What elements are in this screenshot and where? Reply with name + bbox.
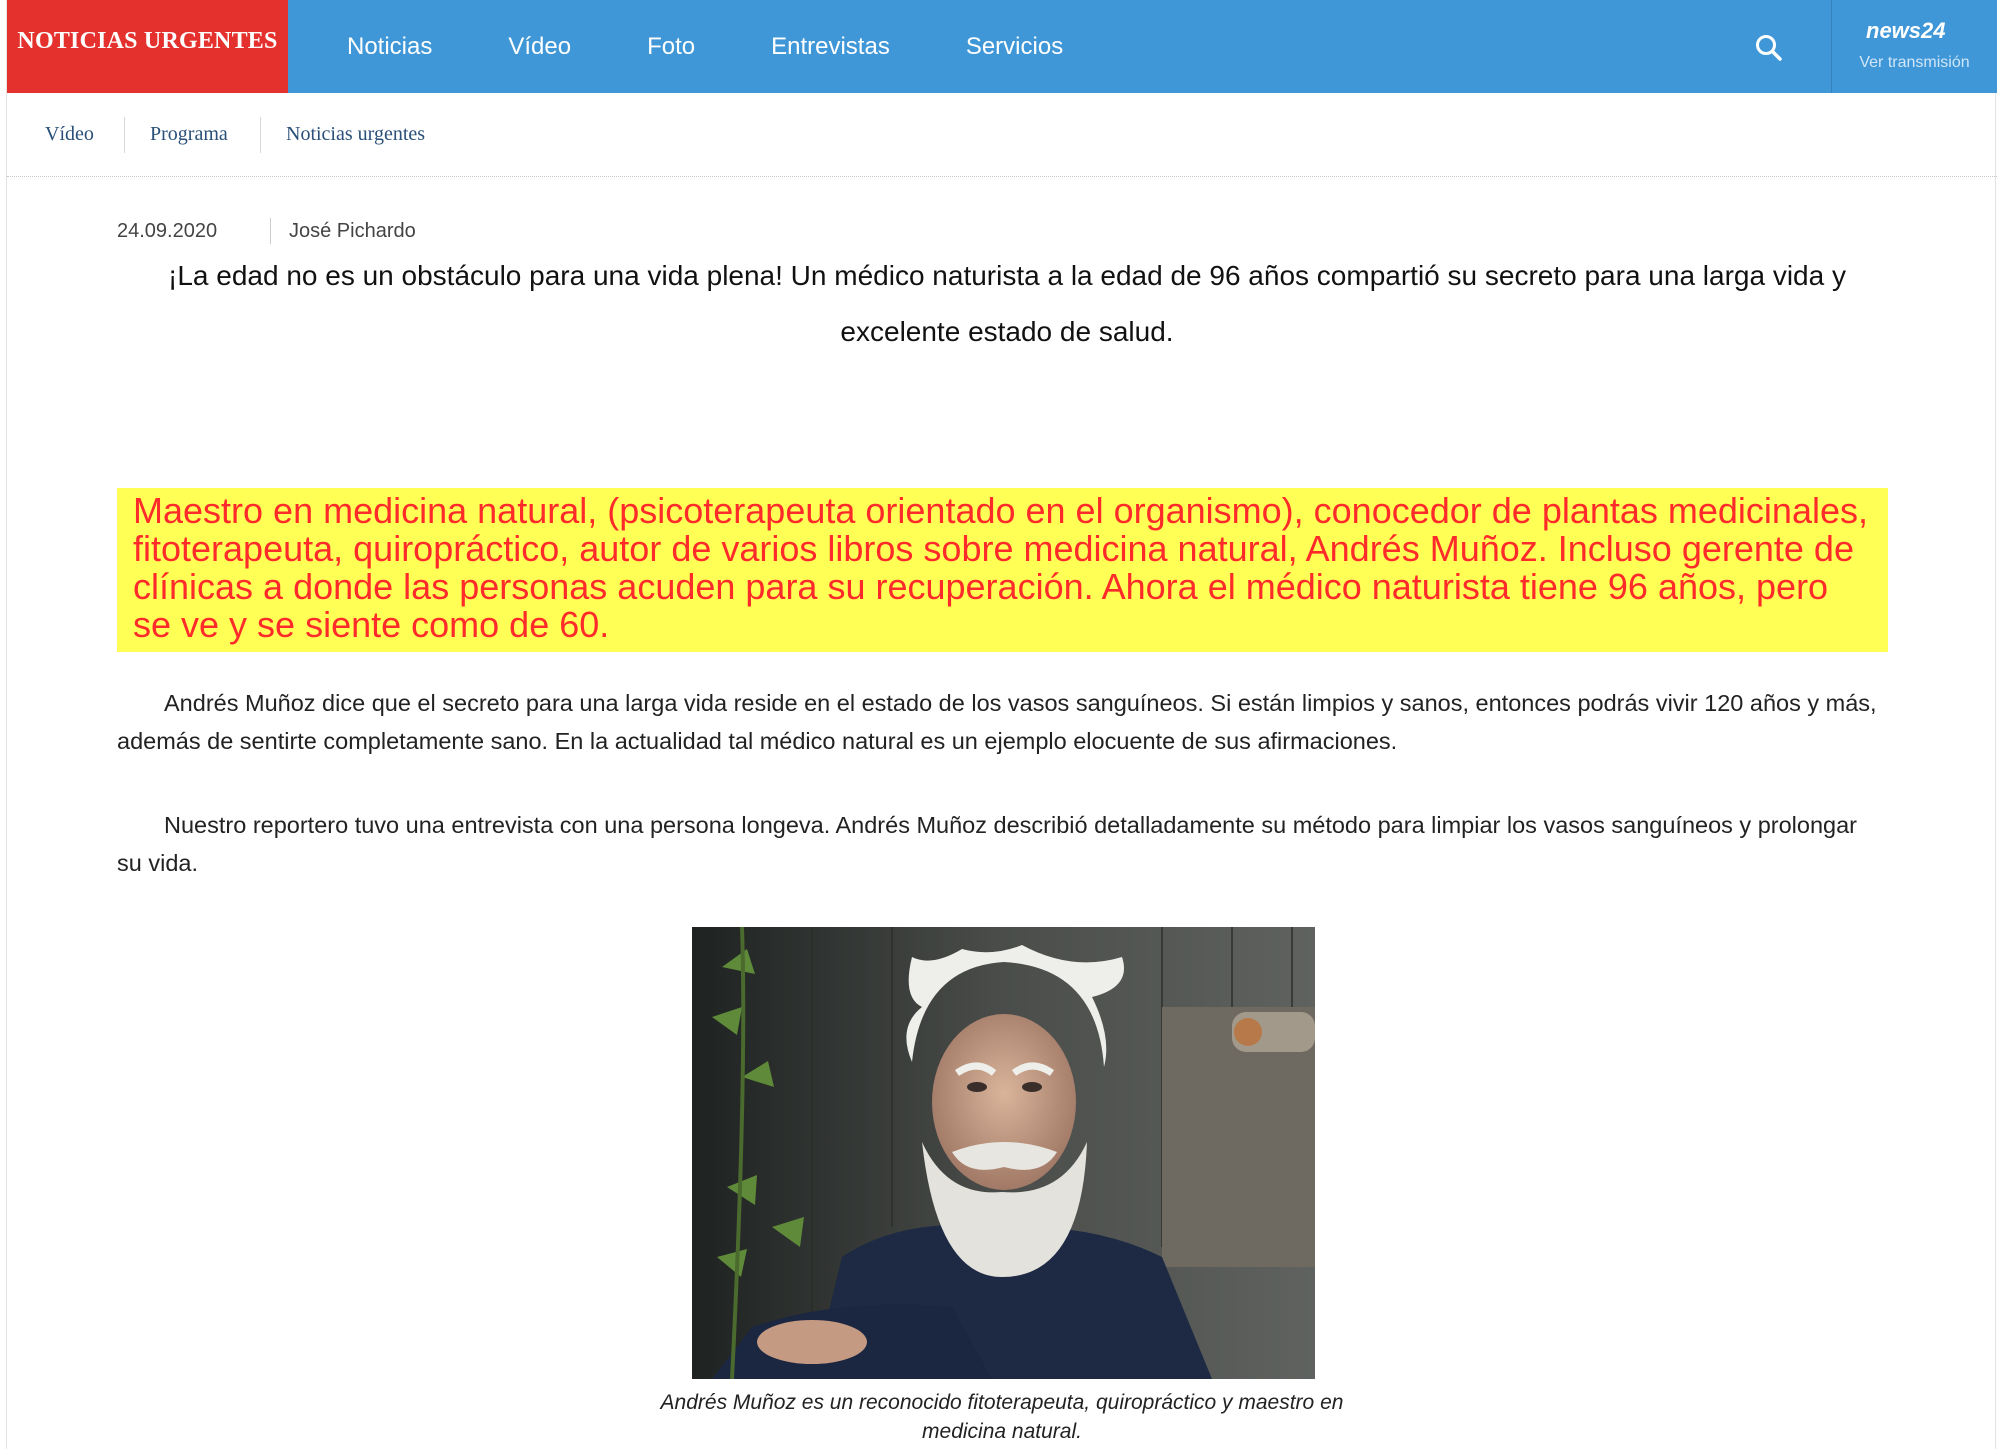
news24-logo-text: news24 xyxy=(1866,18,1946,43)
article-image xyxy=(692,927,1315,1379)
nav-item-noticias[interactable]: Noticias xyxy=(347,32,433,60)
highlight-box: Maestro en medicina natural, (psicoterapeuta orientado en el organismo), conocedor de plantas medicinales, fitoterapeuta, quiropráctico, autor de varios libros sobre medicina natural, Andrés Muñoz. Incluso gerente de clínicas a donde las personas acuden para su recuperación. Ahora el médico naturista tiene 96 años, pero se ve y se siente como de 60. xyxy=(117,488,1888,652)
news24-logo xyxy=(1864,17,1970,45)
search-button[interactable] xyxy=(1749,28,1789,68)
article-date: 24.09.2020 xyxy=(117,220,218,242)
article-lead: ¡La edad no es un obstáculo para una vida plena! Un médico naturista a la edad de 96 años compartió su secreto para una larga vida y excelente estado de salud. xyxy=(168,260,1846,347)
live-stream-label: Ver transmisión xyxy=(1859,54,1970,71)
divider xyxy=(260,117,261,153)
nav-item-foto[interactable]: Foto xyxy=(647,32,696,60)
page xyxy=(6,0,1996,1449)
subnav-item-video[interactable]: Vídeo xyxy=(45,123,94,145)
article-paragraph: Nuestro reportero tuvo una entrevista con una persona longeva. Andrés Muñoz describió detalladamente su método para limpiar los vasos sanguíneos y prolongar su vida. xyxy=(117,812,1857,876)
search-icon xyxy=(1749,28,1789,68)
divider xyxy=(270,218,271,244)
divider xyxy=(124,117,125,153)
article-paragraph: Andrés Muñoz dice que el secreto para una larga vida reside en el estado de los vasos sanguíneos. Si están limpios y sanos, entonces podrás vivir 120 años y más, además de sentirte completamente sano. En la actualidad tal médico natural es un ejemplo elocuente de sus afirmaciones. xyxy=(117,690,1877,754)
live-stream-button[interactable] xyxy=(1832,0,1997,93)
site-logo[interactable]: NOTICIAS URGENTES xyxy=(7,0,288,93)
main-nav xyxy=(347,0,1139,93)
nav-item-servicios[interactable]: Servicios xyxy=(965,32,1064,60)
nav-item-entrevistas[interactable]: Entrevistas xyxy=(771,32,890,60)
top-navigation-bar xyxy=(7,0,1997,93)
image-caption: Andrés Muñoz es un reconocido fitoterapeuta, quiropráctico y maestro en medicina natural. xyxy=(660,1391,1344,1443)
article-author[interactable]: José Pichardo xyxy=(289,220,416,242)
portrait-illustration xyxy=(692,927,1315,1379)
subnav-item-noticias-urgentes[interactable]: Noticias urgentes xyxy=(286,123,426,145)
subnav-item-programa[interactable]: Programa xyxy=(150,123,228,145)
nav-item-video[interactable]: Vídeo xyxy=(508,32,572,60)
secondary-nav xyxy=(7,93,1997,177)
